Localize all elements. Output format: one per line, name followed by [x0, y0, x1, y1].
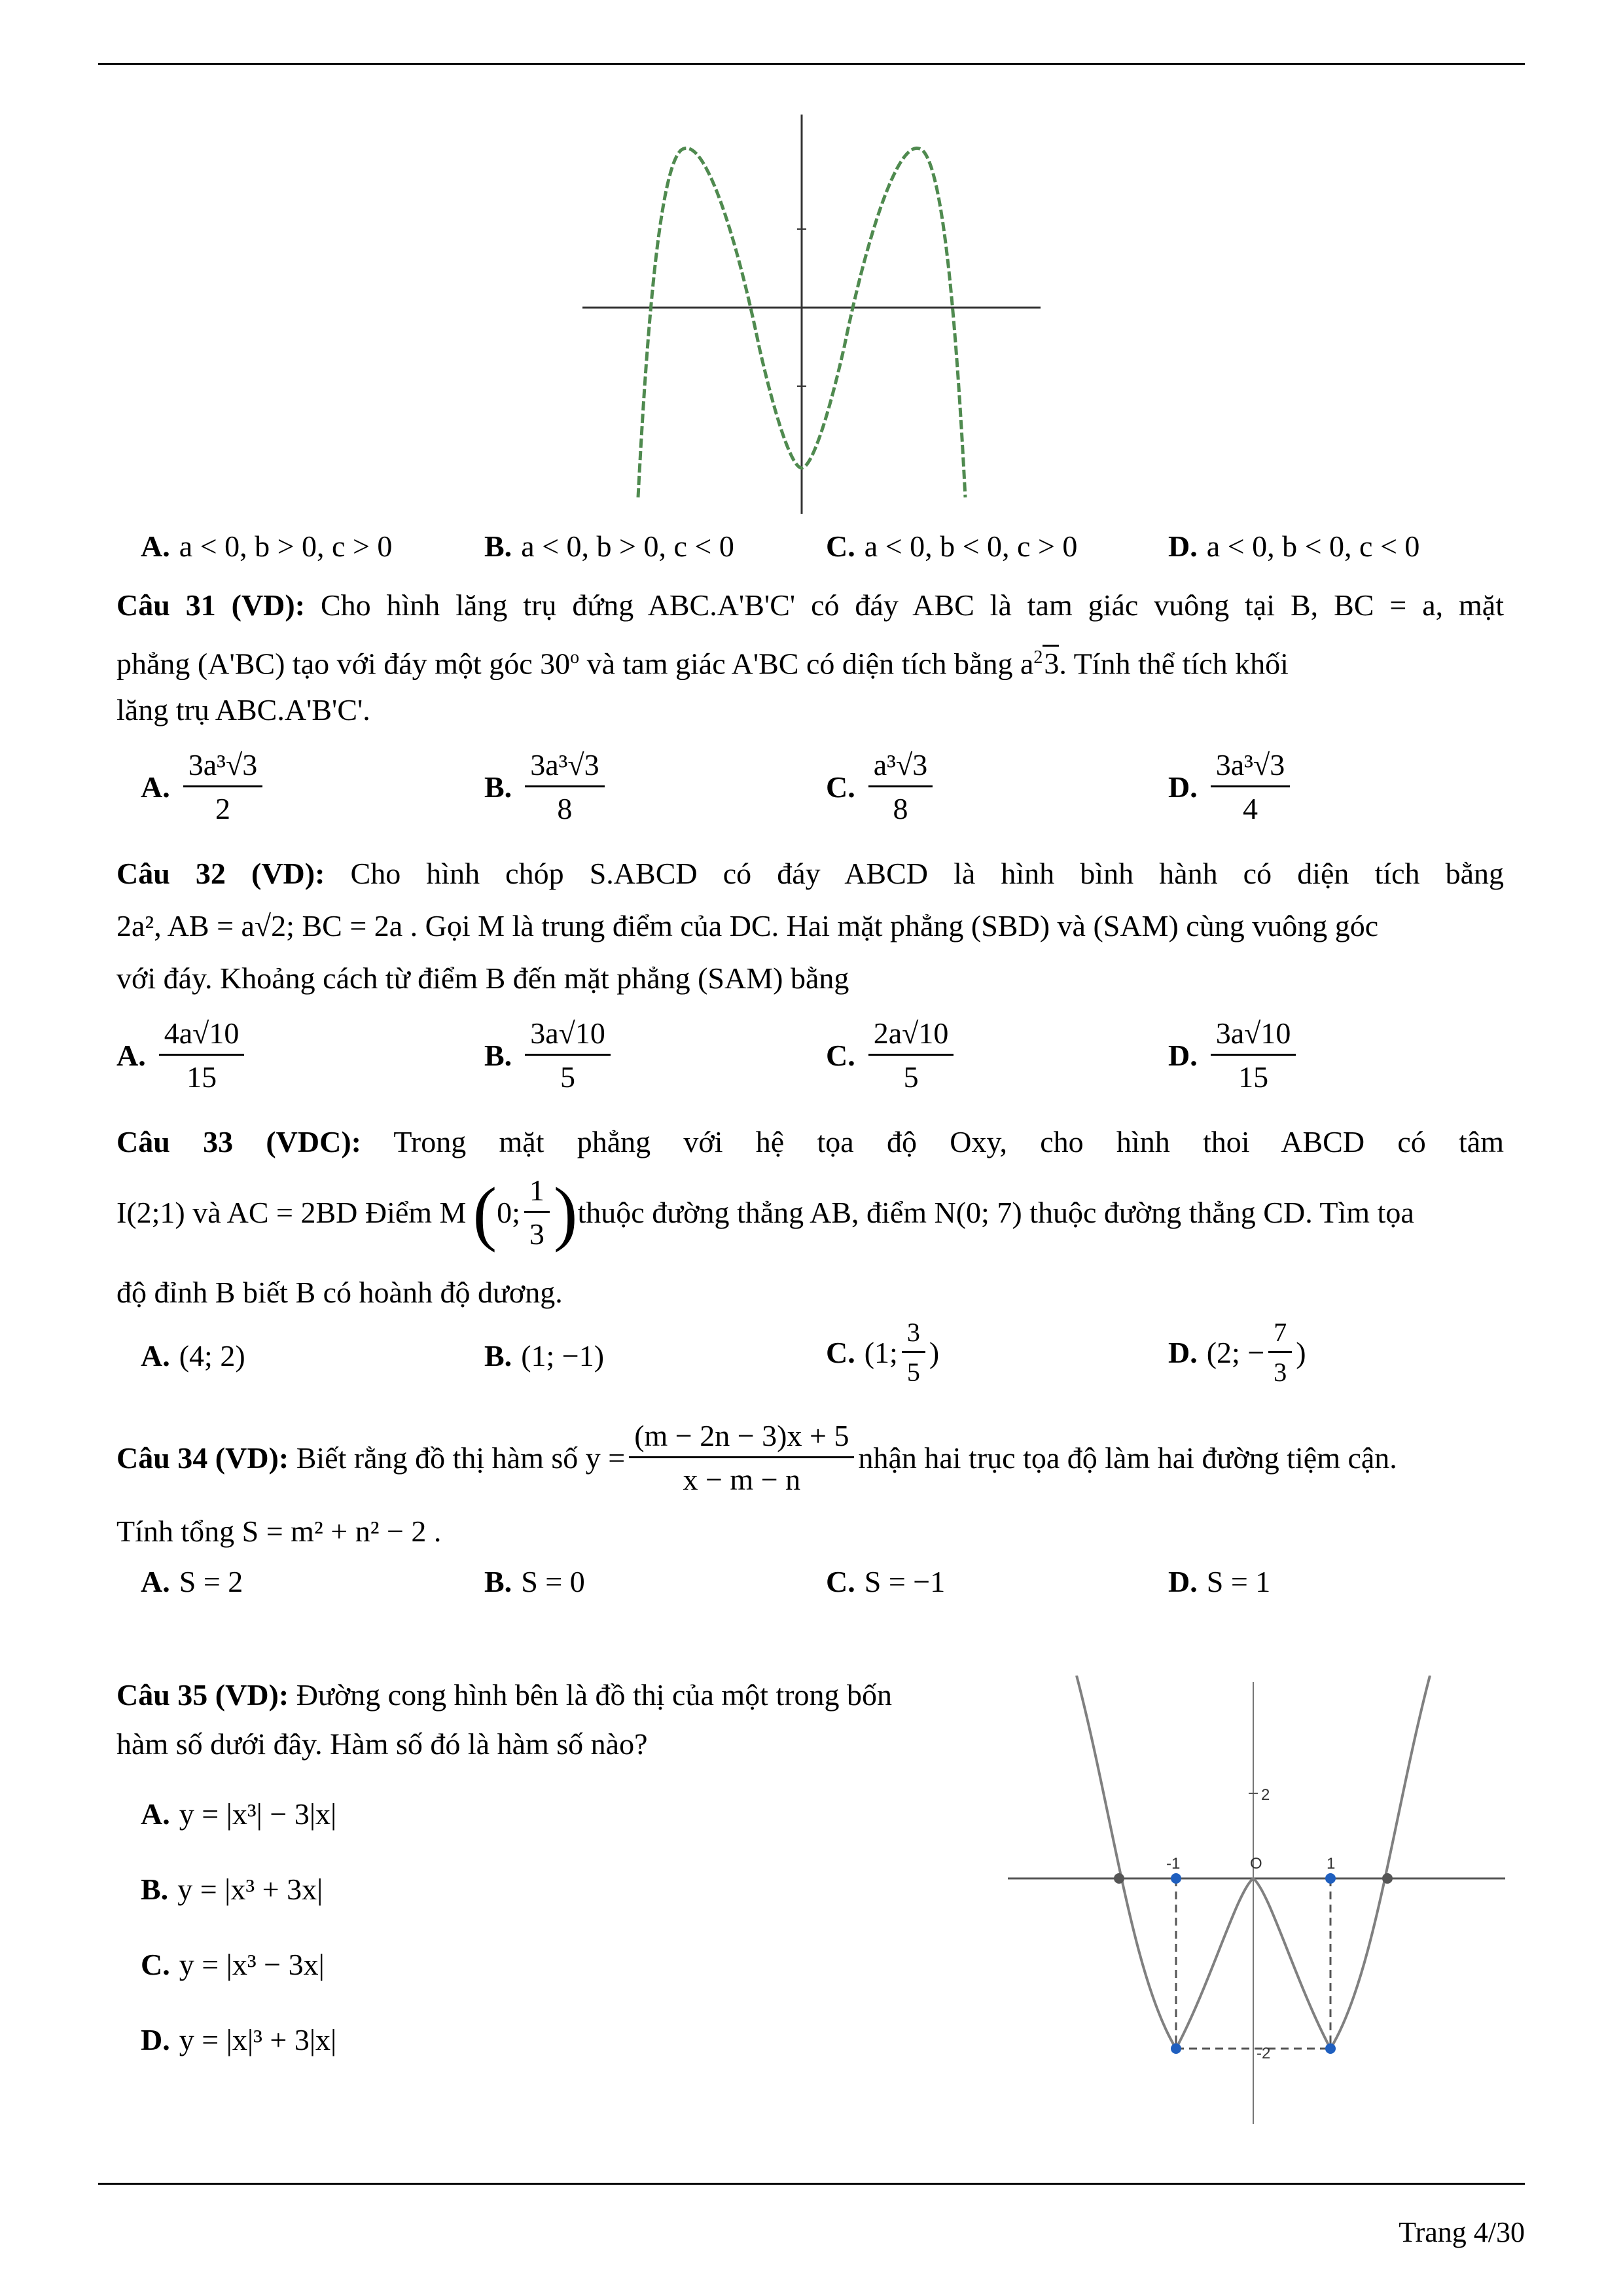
q34-option-b[interactable]: B. S = 0	[484, 1565, 585, 1598]
q32-option-b[interactable]: B. $\frac{3a√10}{5}$	[484, 1014, 615, 1096]
point-min-right	[1325, 2043, 1336, 2054]
point-x-minus1	[1171, 1873, 1181, 1884]
graph-q30	[576, 111, 1047, 517]
q31-option-c[interactable]: C. $\frac{\text{a³√3}}{8}$	[826, 746, 936, 828]
label-xm1: -1	[1166, 1855, 1181, 1873]
q33-line1: Câu 33 (VDC): Trong mặt phẳng với hệ tọa độ Oxy, cho hình thoi ABCD có tâm	[116, 1125, 1505, 1158]
paren-right: )	[553, 1172, 578, 1253]
q31-option-d[interactable]: D. $\frac{\text{3a³√3}}{4}$	[1168, 746, 1294, 828]
q34-option-d[interactable]: D. S = 1	[1168, 1565, 1271, 1598]
page-number: Trang 4/30	[1399, 2216, 1525, 2248]
q35-option-c[interactable]: C. y = |x³ − 3x|	[141, 1948, 325, 1981]
graph-q35	[1001, 1676, 1512, 2127]
point-root-right	[1382, 1873, 1393, 1884]
q33-option-c[interactable]: C. (1; $\frac{3}{5}$ )	[826, 1316, 939, 1390]
q35-line1: Câu 35 (VD): Đường cong hình bên là đồ thị của một trong bốn	[116, 1678, 893, 1712]
q31-line1: Câu 31 (VD): Cho hình lăng trụ đứng ABC.A'B'C' có đáy ABC là tam giác vuông tại B, BC = a, mặt	[116, 588, 1504, 622]
q31-option-a[interactable]: A. $\frac{\text{3a³√3}}{2}$	[141, 746, 266, 828]
point-root-left	[1114, 1873, 1124, 1884]
header-rule	[98, 63, 1525, 65]
q34-option-a[interactable]: A. S = 2	[141, 1565, 243, 1598]
q31-line2: phẳng (A'BC) tạo với đáy một góc 30$^o$ và tam giác A'BC có diện tích bằng $a^23$. Tính thể tích khối	[116, 632, 1504, 690]
q32-line1: Câu 32 (VD): Cho hình chóp S.ABCD có đáy ABCD là hình bình hành có diện tích bằng	[116, 857, 1505, 890]
q34-option-c[interactable]: C. S = −1	[826, 1565, 946, 1598]
q32-line2: 2a², AB = a√2; BC = 2a . Gọi M là trung điểm của DC. Hai mặt phẳng (SBD) và (SAM) cùng vuông góc	[116, 909, 1379, 942]
label-ym2: -2	[1257, 2045, 1271, 2062]
q35-option-b[interactable]: B. y = |x³ + 3x|	[141, 1873, 323, 1906]
q33-option-a[interactable]: A. (4; 2)	[141, 1339, 245, 1372]
footer-rule	[98, 2183, 1525, 2185]
label-x1: 1	[1327, 1855, 1336, 1873]
q33-option-d[interactable]: D. (2; − $\frac{7}{3}$ )	[1168, 1316, 1306, 1390]
q33-line3: độ đỉnh B biết B có hoành độ dương.	[116, 1276, 563, 1309]
q31-line3: lăng trụ ABC.A'B'C'.	[116, 693, 370, 726]
label-origin: O	[1250, 1855, 1262, 1873]
q30-option-d[interactable]: D. a < 0, b < 0, c < 0	[1168, 529, 1420, 563]
q30-option-b[interactable]: B. a < 0, b > 0, c < 0	[484, 529, 734, 563]
q35-line2: hàm số dưới đây. Hàm số đó là hàm số nào?	[116, 1727, 648, 1761]
q31-option-b[interactable]: B. $\frac{\text{3a³√3}}{8}$	[484, 746, 609, 828]
q34-line1: Câu 34 (VD): Biết rằng đồ thị hàm số y = $\frac{(m - 2n - 3)x + 5}{x - m - n}$ nhận hai trục tọa độ làm hai đường tiệm cận.	[116, 1417, 1504, 1499]
q35-option-a[interactable]: A. y = |x³| − 3|x|	[141, 1797, 337, 1831]
point-x-1	[1325, 1873, 1336, 1884]
q30-option-c[interactable]: C. a < 0, b < 0, c > 0	[826, 529, 1078, 563]
q32-option-c[interactable]: C. $\frac{2a√10}{5}$	[826, 1014, 957, 1096]
q35-option-d[interactable]: D. y = |x|³ + 3|x|	[141, 2023, 337, 2056]
label-y2: 2	[1261, 1786, 1270, 1804]
paren-left: (	[473, 1172, 497, 1253]
q34-line2: Tính tổng S = m² + n² − 2 .	[116, 1515, 442, 1548]
point-min-left	[1171, 2043, 1181, 2054]
q32-line3: với đáy. Khoảng cách từ điểm B đến mặt phẳng (SAM) bằng	[116, 961, 849, 995]
q33-option-b[interactable]: B. (1; −1)	[484, 1339, 605, 1372]
q33-line2: I(2;1) và AC = 2BD Điểm M ( 0; $\frac{1}{3}$ ) thuộc đường thẳng AB, điểm N(0; 7) thuộc đường thẳng CD. Tìm tọa	[116, 1172, 1414, 1253]
q30-option-a[interactable]: A. a < 0, b > 0, c > 0	[141, 529, 393, 563]
q32-option-a[interactable]: A. $\frac{4a√10}{15}$	[116, 1014, 248, 1096]
q32-option-d[interactable]: D. $\frac{3a√10}{15}$	[1168, 1014, 1300, 1096]
